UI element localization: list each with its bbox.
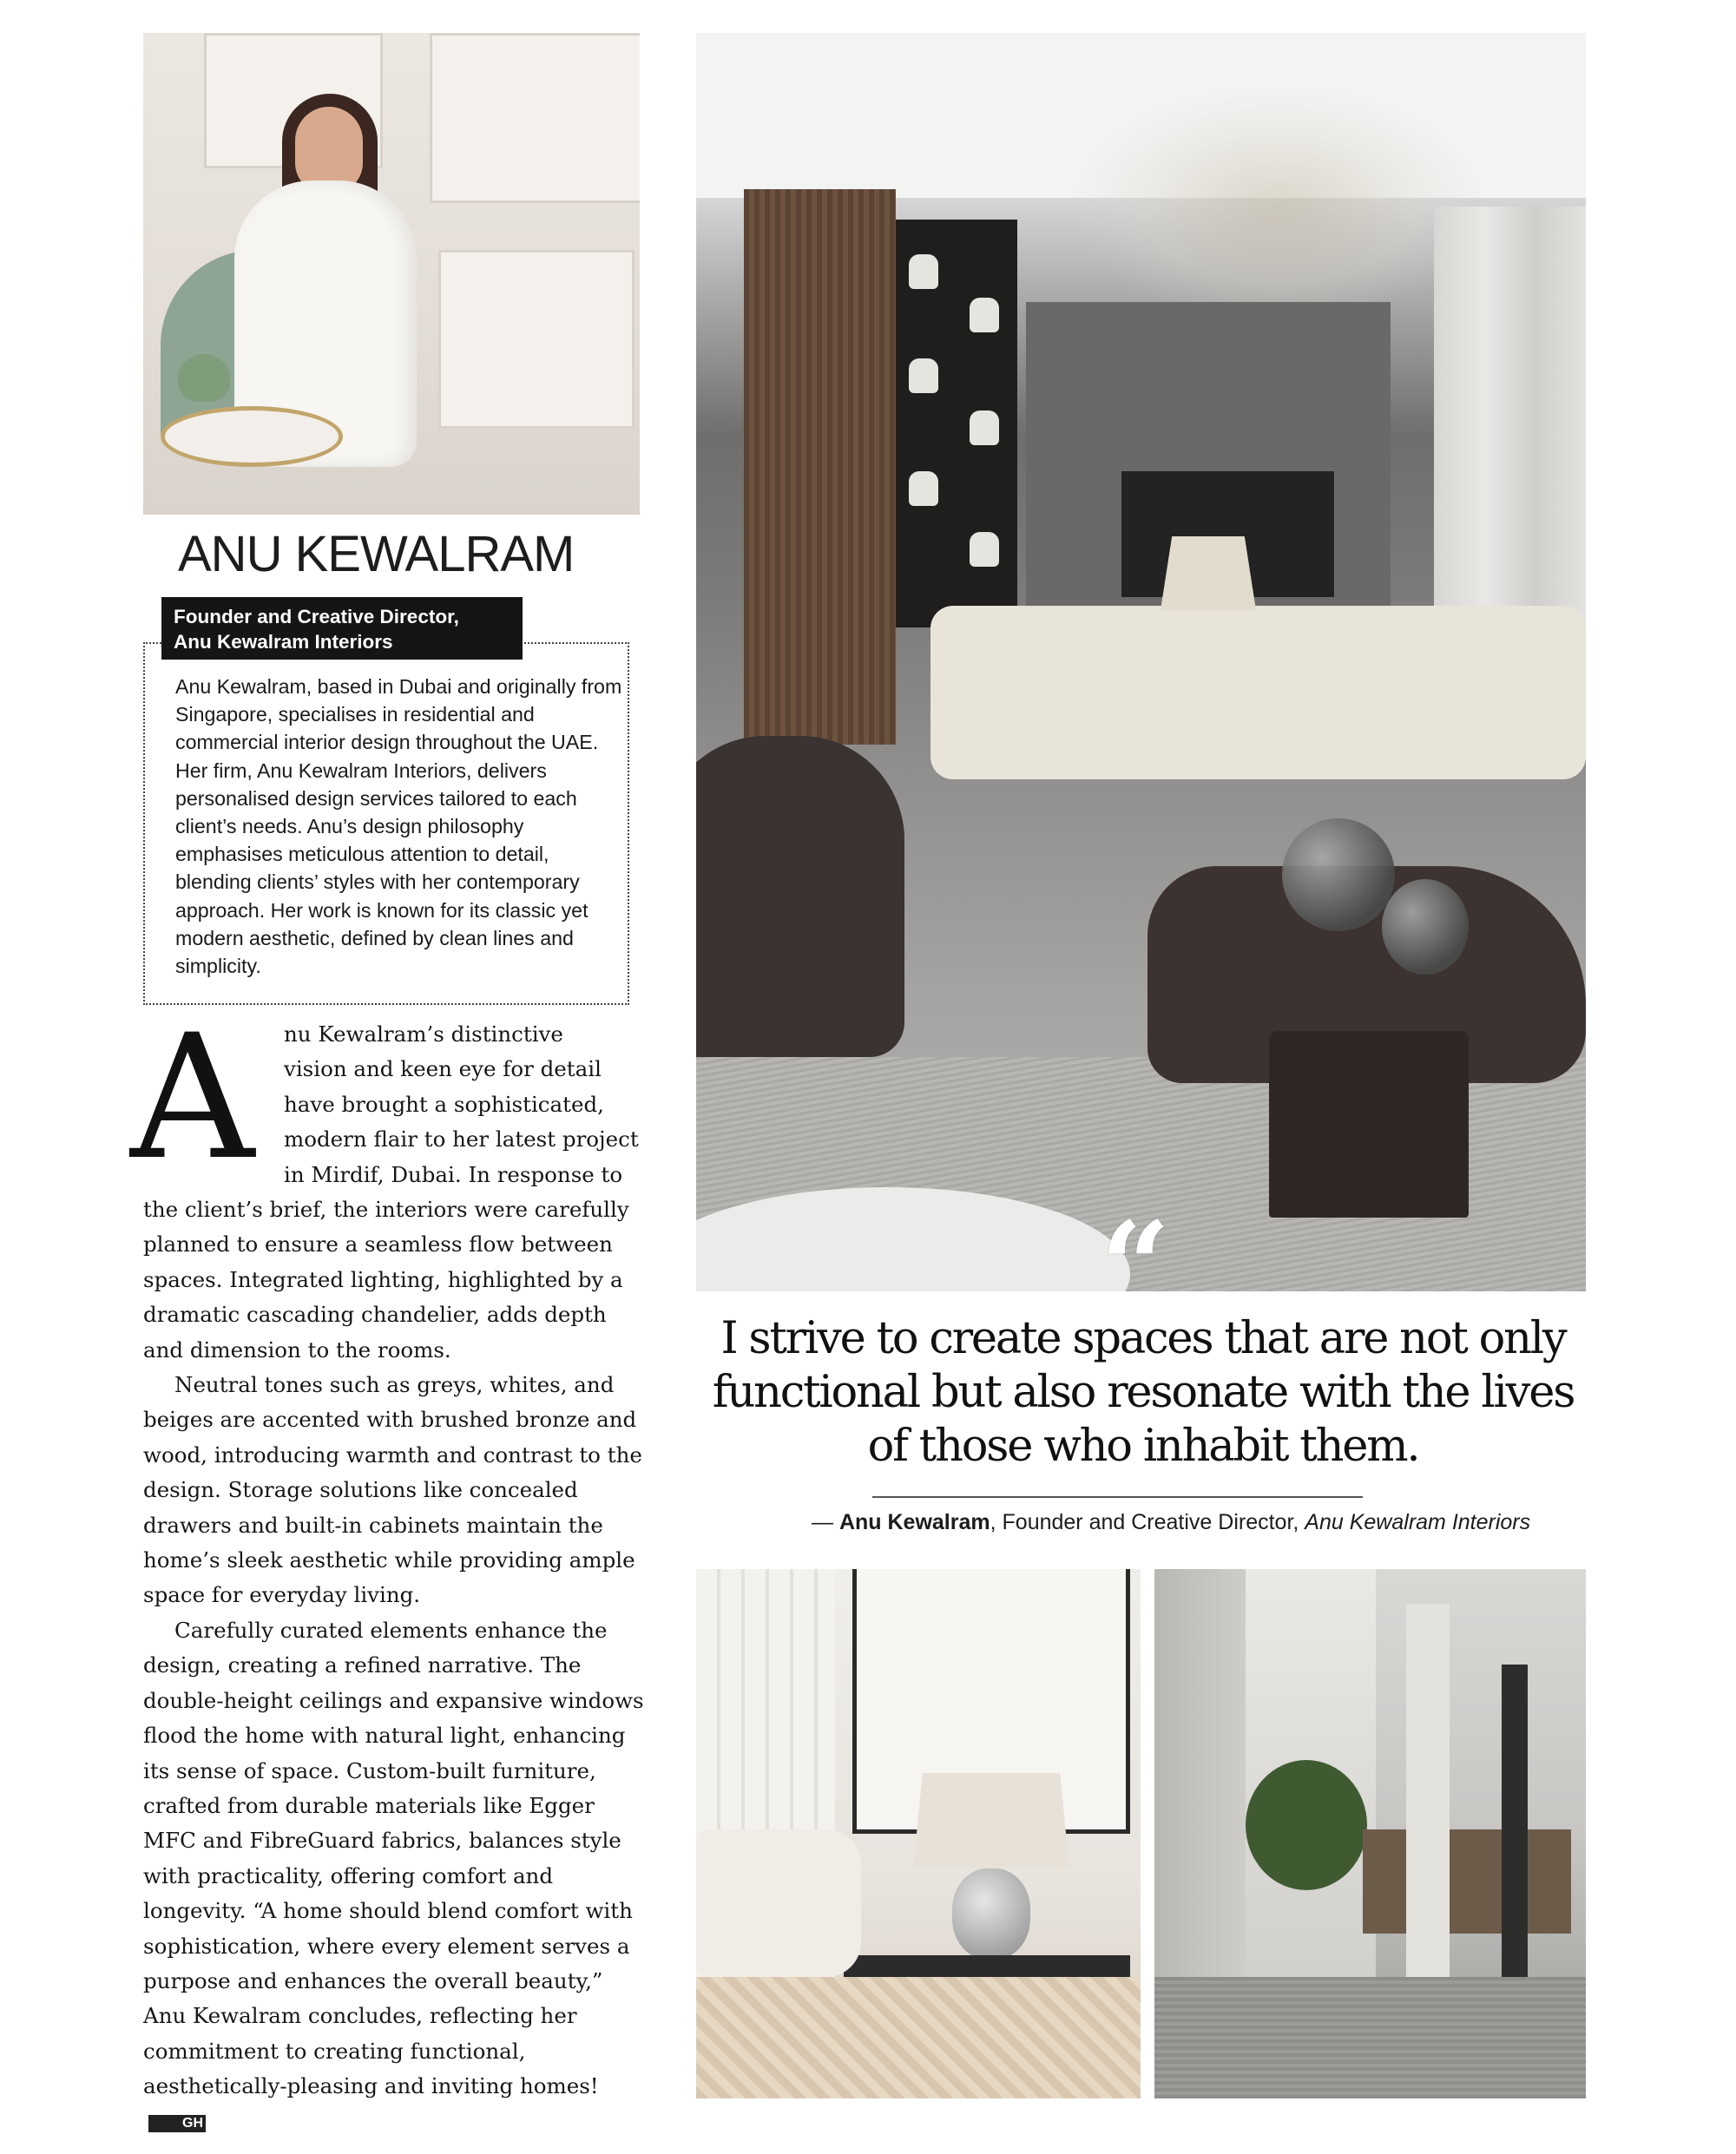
lead-line: modern flair to her latest project [284, 1126, 639, 1153]
attribution-title: , Founder and Creative Director, [990, 1510, 1305, 1534]
article-body [143, 1192, 647, 2139]
quote-attribution [812, 1510, 1610, 1535]
paragraph-2: Neutral tones such as greys, whites, and beiges are accented with brushed bronze and wood, introducing warmth and contrast to the design. Storage solutions like concealed drawers and built-in cabinets maintain the home’s sleek aesthetic while providing ample space for everyday living. [143, 1372, 642, 1608]
attribution-company: Anu Kewalram Interiors [1305, 1510, 1531, 1534]
lead-line: in Mirdif, Dubai. In response to [284, 1161, 623, 1187]
drop-cap: A [130, 997, 254, 1198]
lead-line: have brought a sophisticated, [284, 1091, 604, 1117]
lead-line: vision and keen eye for detail [284, 1056, 602, 1082]
paragraph-1-rest: the client’s brief, the interiors were carefully planned to ensure a seamless flow between spaces. Integrated lighting, highlighted by a dramatic cascading chandelier, adds depth and dimension to the rooms. [143, 1197, 629, 1363]
hallway-photo [1154, 1569, 1586, 2098]
pull-quote: I strive to create spaces that are not only functional but also resonate with the lives of those who inhabit them. [712, 1313, 1575, 1472]
quote-divider [872, 1496, 1363, 1498]
role-line-2: Anu Kewalram Interiors [174, 631, 393, 653]
paragraph-3-text: Carefully curated elements enhance the design, creating a refined narrative. The double-height ceilings and expansive windows flood the home with natural light, enhancing its sense of space. Custom-built furniture, crafted from durable materials like Egger MFC and FibreGuard fabrics, balances style with practicality, offering comfort and longevity. “A home should blend comfort with sophistication, where every element serves a purpose and enhances the overall beauty,” Anu Kewalram concludes, reflecting her commitment to creating functional, aesthetically-pleasing and inviting homes! [143, 1617, 644, 2099]
quote-mark-icon: “ [1101, 1196, 1171, 1338]
attribution-dash: — [812, 1510, 839, 1534]
living-room-photo [696, 33, 1586, 1291]
designer-name: ANU KEWALRAM [178, 526, 575, 582]
portrait-photo [143, 33, 640, 515]
role-line-1: Founder and Creative Director, [174, 606, 459, 627]
end-mark: GH [148, 2115, 206, 2132]
article-lead-lines [284, 1017, 657, 1192]
bio-text: Anu Kewalram, based in Dubai and originally from Singapore, specialises in residential and commercial interior design throughout the UAE. Her firm, Anu Kewalram Interiors, delivers personalised design services tailored to each client’s needs. Anu’s design philosophy emphasises meticulous attention to detail, blending clients’ styles with her contemporary approach. Her work is known for its classic yet modern aesthetic, defined by clean lines and simplicity. [175, 675, 622, 978]
bedroom-photo [696, 1569, 1141, 2098]
attribution-author: Anu Kewalram [838, 1510, 990, 1534]
paragraph-3 [143, 1613, 647, 2139]
lead-line: nu Kewalram’s distinctive [284, 1021, 563, 1047]
designer-role [161, 597, 523, 660]
